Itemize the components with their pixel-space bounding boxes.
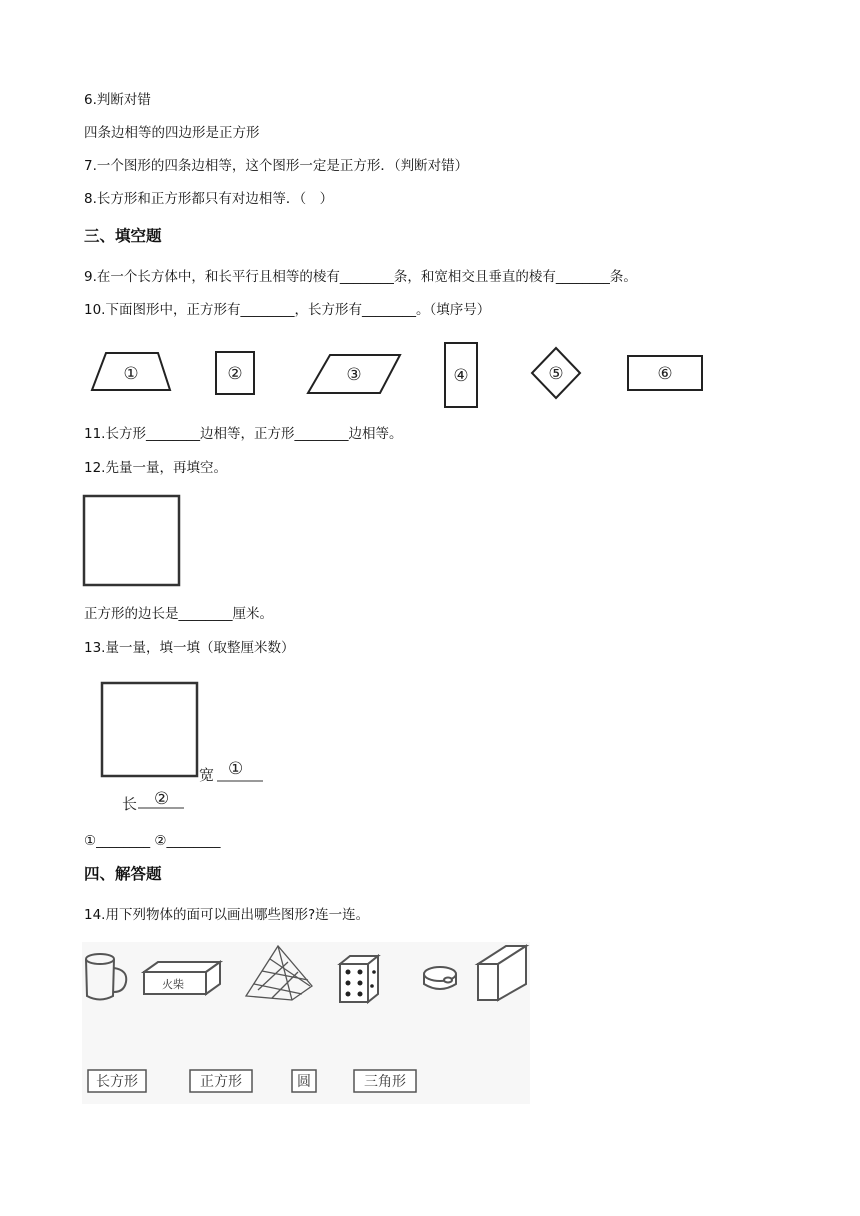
section-heading-fill-blank: 三、填空题 bbox=[84, 227, 162, 245]
q11-text: 11.长方形________边相等，正方形________边相等。 bbox=[84, 426, 403, 442]
shape-name-triangle: 三角形 bbox=[364, 1074, 406, 1090]
q8-text: 8.长方形和正方形都只有对边相等．（ ） bbox=[84, 191, 334, 207]
shape-name-circle: 圆 bbox=[297, 1074, 311, 1090]
shape-5-label: ⑤ bbox=[548, 364, 564, 384]
shape-2-label: ② bbox=[227, 364, 243, 384]
matchbox-icon bbox=[144, 962, 220, 994]
q13-rectangle bbox=[102, 683, 197, 776]
q12-square bbox=[84, 496, 179, 585]
q14-matching-figure bbox=[82, 942, 530, 1104]
q6-title: 6.判断对错 bbox=[84, 92, 151, 108]
q10-text: 10.下面图形中，正方形有________，长方形有________。（填序号） bbox=[84, 302, 491, 318]
shape-1-label: ① bbox=[123, 364, 139, 384]
q12-square-figure bbox=[82, 494, 182, 588]
q13-width-label: 宽 bbox=[199, 766, 215, 784]
q13-length-label: 长 bbox=[122, 795, 138, 813]
q13-length-mark: ② bbox=[154, 789, 170, 809]
q12-text: 12.先量一量，再填空。 bbox=[84, 460, 227, 476]
dice-icon bbox=[340, 956, 378, 1002]
matchbox-label: 火柴 bbox=[162, 978, 184, 991]
shape-name-square: 正方形 bbox=[200, 1074, 242, 1090]
tin-can-icon bbox=[424, 967, 456, 989]
q12-answer: 正方形的边长是________厘米。 bbox=[84, 606, 273, 622]
q13-width-mark: ① bbox=[228, 759, 244, 779]
section-heading-answer: 四、解答题 bbox=[84, 865, 162, 883]
shape-4-label: ④ bbox=[453, 366, 469, 386]
q10-shapes-figure bbox=[80, 335, 720, 415]
q13-answer: ①________ ②________ bbox=[84, 833, 221, 849]
q13-text: 13.量一量，填一填（取整厘米数） bbox=[84, 640, 295, 656]
shape-name-rectangle: 长方形 bbox=[96, 1074, 138, 1090]
shape-3-label: ③ bbox=[346, 365, 362, 385]
q9-text: 9.在一个长方体中，和长平行且相等的棱有________条，和宽相交且垂直的棱有________条。 bbox=[84, 269, 637, 285]
shape-6-label: ⑥ bbox=[657, 364, 673, 384]
q7-text: 7.一个图形的四条边相等，这个图形一定是正方形．（判断对错） bbox=[84, 158, 469, 174]
q13-measure-figure bbox=[100, 680, 290, 815]
q14-text: 14.用下列物体的面可以画出哪些图形?连一连。 bbox=[84, 907, 370, 923]
q6-statement: 四条边相等的四边形是正方形 bbox=[84, 125, 260, 141]
